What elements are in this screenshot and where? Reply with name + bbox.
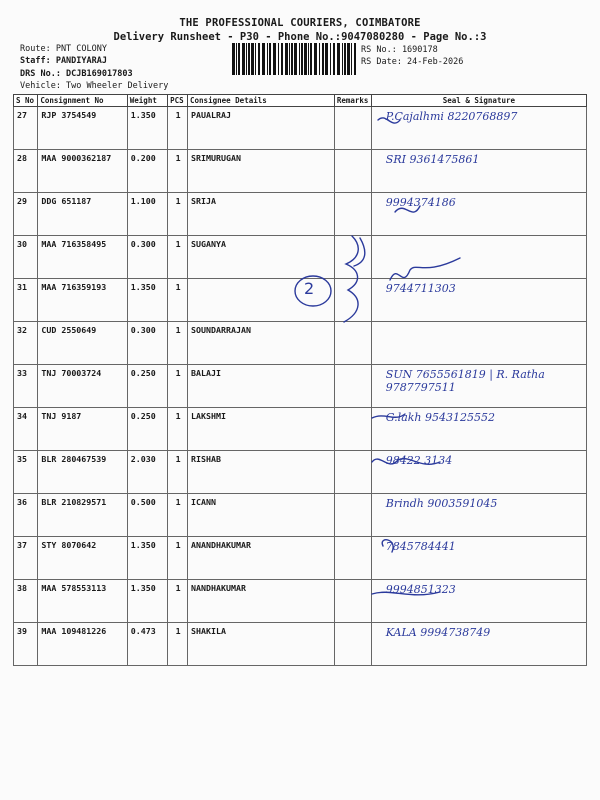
row-consignee: SRIMURUGAN (188, 150, 335, 193)
barcode-bar (285, 43, 288, 75)
row-remarks (334, 322, 371, 365)
barcode-bar (342, 43, 343, 75)
table-row (14, 451, 587, 494)
row-signature: 7845784441 (371, 537, 586, 580)
barcode-bar (289, 43, 290, 75)
col-consignment: Consignment No (38, 95, 127, 107)
vehicle-label: Vehicle: Two Wheeler Delivery (20, 81, 169, 91)
staff-label: Staff: PANDIYARAJ (20, 56, 107, 66)
row-pcs: 1 (168, 150, 188, 193)
table-row (14, 537, 587, 580)
barcode-bar (238, 43, 240, 75)
row-consignment: STY 8070642 (38, 537, 127, 580)
route-label: Route: PNT COLONY (20, 44, 107, 54)
row-remarks (334, 494, 371, 537)
row-sno: 36 (14, 494, 38, 537)
circled-number: 2 (304, 279, 315, 298)
row-remarks (334, 451, 371, 494)
row-pcs: 1 (168, 537, 188, 580)
row-remarks (334, 365, 371, 408)
row-pcs: 1 (168, 236, 188, 279)
table-row (14, 408, 587, 451)
row-sno: 28 (14, 150, 38, 193)
row-consignment: RJP 3754549 (38, 107, 127, 150)
row-sno: 38 (14, 580, 38, 623)
row-remarks (334, 193, 371, 236)
row-weight: 0.300 (127, 236, 167, 279)
row-signature (371, 322, 586, 365)
barcode-bar (314, 43, 317, 75)
barcode-bar (232, 43, 235, 75)
row-signature: 9994374186 (371, 193, 586, 236)
col-weight: Weight (127, 95, 167, 107)
barcode-bar (351, 43, 352, 75)
barcode-bar (337, 43, 340, 75)
col-remarks: Remarks (334, 95, 371, 107)
row-pcs: 1 (168, 451, 188, 494)
barcode-bar (333, 43, 335, 75)
row-weight: 1.350 (127, 107, 167, 150)
row-consignee: LAKSHMI (188, 408, 335, 451)
row-pcs: 1 (168, 580, 188, 623)
table-row (14, 236, 587, 279)
row-remarks (334, 279, 371, 322)
row-consignee: NANDHAKUMAR (188, 580, 335, 623)
row-consignment: MAA 716359193 (38, 279, 127, 322)
row-weight: 0.500 (127, 494, 167, 537)
barcode-bar (248, 43, 250, 75)
barcode-bar (278, 43, 279, 75)
rs-date: RS Date: 24-Feb-2026 (361, 57, 464, 67)
row-consignee: ICANN (188, 494, 335, 537)
barcode-bar (325, 43, 328, 75)
row-sno: 33 (14, 365, 38, 408)
row-sno: 34 (14, 408, 38, 451)
barcode-bar (304, 43, 307, 75)
row-weight: 1.350 (127, 279, 167, 322)
row-sno: 27 (14, 107, 38, 150)
barcode-bar (255, 43, 256, 75)
barcode-bar (269, 43, 271, 75)
barcode-bar (262, 43, 265, 75)
row-consignee: SHAKILA (188, 623, 335, 666)
row-consignment: CUD 2550649 (38, 322, 127, 365)
row-pcs: 1 (168, 408, 188, 451)
row-consignee: RISHAB (188, 451, 335, 494)
row-signature: SRI 9361475861 (371, 150, 586, 193)
row-weight: 1.350 (127, 537, 167, 580)
row-remarks (334, 107, 371, 150)
row-weight: 0.250 (127, 408, 167, 451)
row-signature: G.lakh 9543125552 (371, 408, 586, 451)
row-weight: 0.200 (127, 150, 167, 193)
row-consignee: BALAJI (188, 365, 335, 408)
row-signature: P.Cajalhmi 8220768897 (371, 107, 586, 150)
table-row (14, 365, 587, 408)
row-consignee: SUGANYA (188, 236, 335, 279)
row-consignment: MAA 716358495 (38, 236, 127, 279)
row-weight: 0.473 (127, 623, 167, 666)
row-sno: 32 (14, 322, 38, 365)
row-signature: SUN 7655561819 | R. Ratha 9787797511 (371, 365, 586, 408)
col-pcs: PCS (168, 95, 188, 107)
table-row (14, 193, 587, 236)
row-weight: 2.030 (127, 451, 167, 494)
row-consignment: BLR 210829571 (38, 494, 127, 537)
row-weight: 0.300 (127, 322, 167, 365)
col-signature: Seal & Signature (371, 95, 586, 107)
row-sno: 37 (14, 537, 38, 580)
row-consignee: PAUALRAJ (188, 107, 335, 150)
barcode-bar (322, 43, 324, 75)
row-consignment: MAA 109481226 (38, 623, 127, 666)
row-remarks (334, 623, 371, 666)
row-consignment: MAA 9000362187 (38, 150, 127, 193)
col-sno: S No (14, 95, 38, 107)
row-pcs: 1 (168, 193, 188, 236)
row-weight: 1.350 (127, 580, 167, 623)
table-row (14, 279, 587, 322)
barcode (232, 43, 356, 75)
row-sno: 35 (14, 451, 38, 494)
row-sno: 30 (14, 236, 38, 279)
row-remarks (334, 537, 371, 580)
barcode-bar (267, 43, 268, 75)
row-remarks (334, 580, 371, 623)
row-consignment: BLR 280467539 (38, 451, 127, 494)
row-pcs: 1 (168, 623, 188, 666)
barcode-bar (273, 43, 276, 75)
table-row (14, 107, 587, 150)
sheet-subtitle: Delivery Runsheet - P30 - Phone No.:9047080280 - Page No.:3 (113, 31, 487, 43)
row-signature: 98422 3134 (371, 451, 586, 494)
row-remarks (334, 236, 371, 279)
barcode-bar (310, 43, 312, 75)
rs-number: RS No.: 1690178 (361, 45, 438, 55)
row-signature: KALA 9994738749 (371, 623, 586, 666)
row-signature: 9744711303 (371, 279, 586, 322)
barcode-bar (344, 43, 346, 75)
row-consignee: ANANDHAKUMAR (188, 537, 335, 580)
barcode-bar (299, 43, 300, 75)
barcode-bar (236, 43, 237, 75)
barcode-bar (354, 43, 356, 75)
row-pcs: 1 (168, 107, 188, 150)
barcode-bar (308, 43, 309, 75)
barcode-bar (246, 43, 247, 75)
table-row (14, 494, 587, 537)
barcode-bar (242, 43, 245, 75)
table-header-row (14, 95, 587, 107)
row-sno: 31 (14, 279, 38, 322)
row-pcs: 1 (168, 279, 188, 322)
col-consignee: Consignee Details (188, 95, 335, 107)
row-consignee: SRIJA (188, 193, 335, 236)
table-row (14, 150, 587, 193)
barcode-bar (258, 43, 260, 75)
row-sno: 29 (14, 193, 38, 236)
barcode-bar (319, 43, 320, 75)
row-signature: Brindh 9003591045 (371, 494, 586, 537)
row-consignment: TNJ 70003724 (38, 365, 127, 408)
table-row (14, 322, 587, 365)
runsheet-table (13, 94, 587, 666)
barcode-bar (281, 43, 283, 75)
barcode-bar (347, 43, 350, 75)
row-pcs: 1 (168, 322, 188, 365)
row-weight: 0.250 (127, 365, 167, 408)
row-pcs: 1 (168, 365, 188, 408)
table-row (14, 623, 587, 666)
row-weight: 1.100 (127, 193, 167, 236)
barcode-bar (291, 43, 293, 75)
row-sno: 39 (14, 623, 38, 666)
barcode-bar (294, 43, 297, 75)
drs-number: DRS No.: DCJB169017803 (20, 69, 133, 79)
row-signature (371, 236, 586, 279)
table-row (14, 580, 587, 623)
row-consignment: DDG 651187 (38, 193, 127, 236)
row-consignment: TNJ 9187 (38, 408, 127, 451)
barcode-bar (251, 43, 254, 75)
row-remarks (334, 408, 371, 451)
row-consignee: SOUNDARRAJAN (188, 322, 335, 365)
row-signature: 9994851323 (371, 580, 586, 623)
barcode-bar (301, 43, 303, 75)
row-consignment: MAA 578553113 (38, 580, 127, 623)
sheet-title: THE PROFESSIONAL COURIERS, COIMBATORE (179, 17, 421, 29)
row-pcs: 1 (168, 494, 188, 537)
row-remarks (334, 150, 371, 193)
barcode-bar (330, 43, 331, 75)
